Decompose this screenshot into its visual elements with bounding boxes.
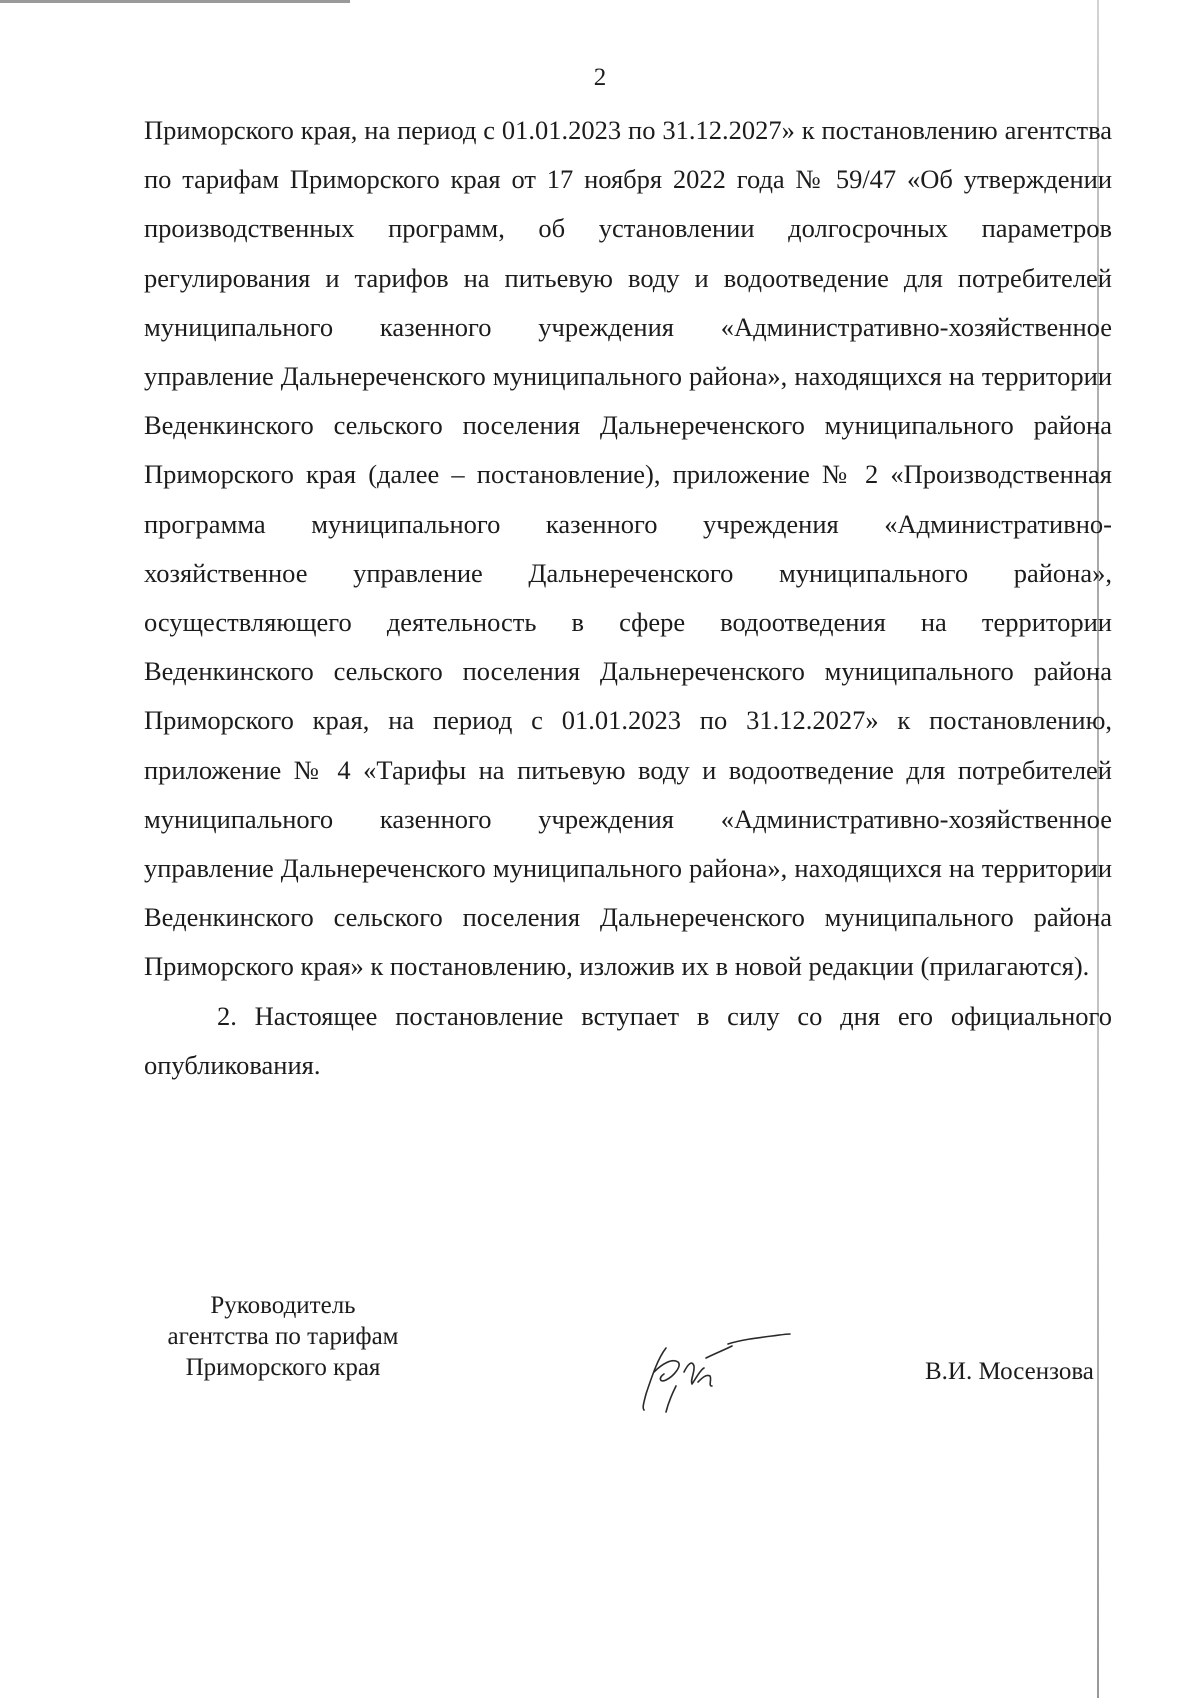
signatory-position-line-2: агентства по тарифам — [167, 1323, 399, 1350]
signatory-position — [138, 1290, 428, 1383]
scan-artifact-top — [0, 0, 350, 3]
signatory-position-line-1: Руководитель — [210, 1292, 356, 1319]
handwritten-signature — [632, 1328, 792, 1416]
body-paragraph-1: Приморского края, на период с 01.01.2023 по 31.12.2027» к постановлению агентства по тарифам Приморского края от 17 ноября 2022 года № 59/47 «Об утверждении производственных программ, об установлении долгосрочных параметров регулирования и тарифов на питьевую воду и водоотведение для потребителей муниципального казенного учреждения «Административно-хозяйственное управление Дальнереченского муниципального района», находящихся на территории Веденкинского сельского поселения Дальнереченского муниципального района Приморского края (далее – постановление), приложение № 2 «Производственная программа муниципального казенного учреждения «Административно-хозяйственное управление Дальнереченского муниципального района», осуществляющего деятельность в сфере водоотведения на территории Веденкинского сельского поселения Дальнереченского муниципального района Приморского края, на период с 01.01.2023 по 31.12.2027» к постановлению, приложение № 4 «Тарифы на питьевую воду и водоотведение для потребителей муниципального казенного учреждения «Административно-хозяйственное управление Дальнереченского муниципального района», находящихся на территории Веденкинского сельского поселения Дальнереченского муниципального района Приморского края» к постановлению, изложив их в новой редакции (прилагаются). — [144, 115, 1112, 982]
signer-name: В.И. Мосензова — [925, 1358, 1094, 1385]
body-paragraph-2: 2. Настоящее постановление вступает в силу со дня его официального опубликования. — [144, 1000, 1112, 1080]
document-body — [144, 106, 1112, 1090]
signatory-position-line-3: Приморского края — [185, 1354, 381, 1381]
page-number: 2 — [593, 64, 607, 91]
